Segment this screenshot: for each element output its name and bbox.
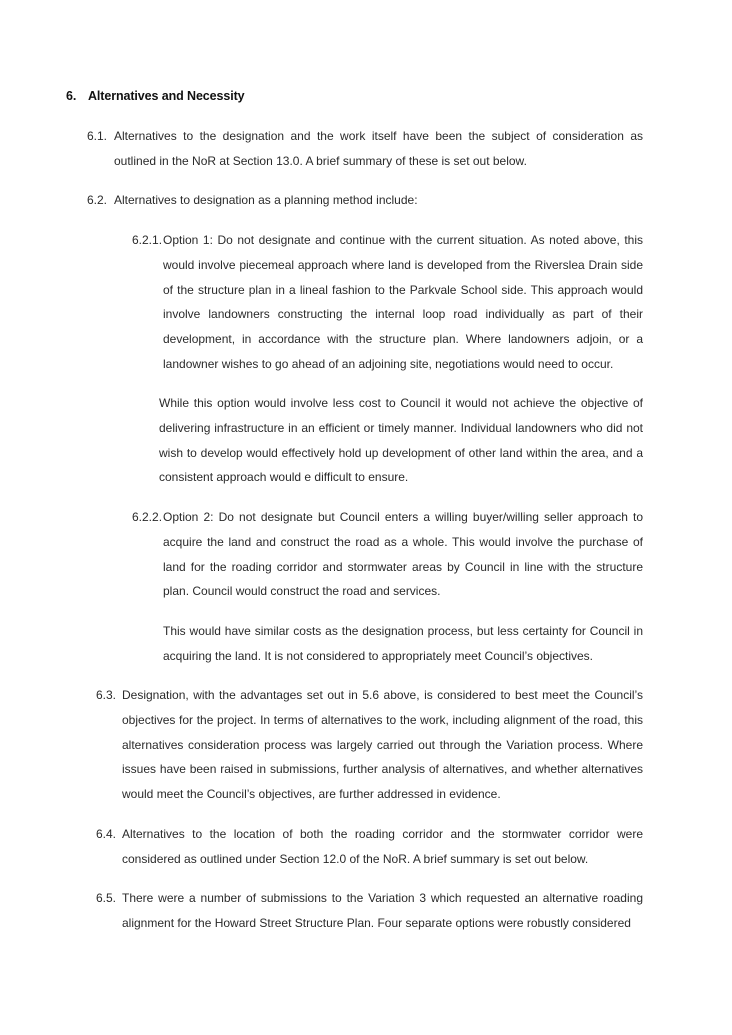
paragraph-text: Alternatives to designation as a planning method include: xyxy=(114,193,418,207)
paragraph-6-2-2-continuation xyxy=(163,619,643,669)
paragraph-number: 6.2.1. xyxy=(132,233,163,247)
paragraph-text: There were a number of submissions to the Variation 3 which requested an alternative roading alignment for the Howard Street Structure Plan. Four separate options were robustly considered xyxy=(122,891,643,930)
paragraph-number: 6.5. xyxy=(96,891,117,905)
paragraph-number: 6.4. xyxy=(96,827,117,841)
paragraph-6-2 xyxy=(87,188,643,213)
paragraph-text: This would have similar costs as the designation process, but less certainty for Council in acquiring the land. It is not considered to appropriately meet Council’s objectives. xyxy=(163,624,643,663)
paragraph-text: Option 2: Do not designate but Council enters a willing buyer/willing seller approach to acquire the land and construct the road as a whole. This would involve the purchase of land for the roading corridor and stormwater areas by Council in line with the structure plan. Council would construct the road and services. xyxy=(163,510,643,599)
paragraph-6-5 xyxy=(96,886,643,936)
paragraph-6-2-1 xyxy=(132,228,643,377)
section-heading xyxy=(66,89,245,103)
section-number: 6. xyxy=(66,89,77,103)
paragraph-text: Alternatives to the designation and the work itself have been the subject of consideration as outlined in the NoR at Section 13.0. A brief summary of these is set out below. xyxy=(114,129,643,168)
paragraph-text: Option 1: Do not designate and continue with the current situation. As noted above, this would involve piecemeal approach where land is developed from the Riverslea Drain side of the structure plan in a lineal fashion to the Parkvale School side. This approach would involve landowners constructing the internal loop road individually as part of their development, in accordance with the structure plan. Where landowners adjoin, or a landowner wishes to go ahead of an adjoining site, negotiations would need to occur. xyxy=(163,233,643,371)
paragraph-6-2-1-continuation xyxy=(159,391,643,490)
section-title: Alternatives and Necessity xyxy=(88,89,245,103)
paragraph-text: Designation, with the advantages set out in 5.6 above, is considered to best meet the Council’s objectives for the project. In terms of alternatives to the work, including alignment of the road, this alternatives consideration process was largely carried out through the Variation process. Where issues have been raised in submissions, further analysis of alternatives, and whether alternatives would meet the Council’s objectives, are further addressed in evidence. xyxy=(122,688,643,802)
paragraph-6-3 xyxy=(96,683,643,807)
paragraph-number: 6.3. xyxy=(96,688,117,702)
paragraph-number: 6.2.2. xyxy=(132,510,163,524)
paragraph-6-4 xyxy=(96,822,643,872)
paragraph-number: 6.2. xyxy=(87,193,108,207)
paragraph-6-1 xyxy=(87,124,643,174)
paragraph-text: Alternatives to the location of both the roading corridor and the stormwater corridor were considered as outlined under Section 12.0 of the NoR. A brief summary is set out below. xyxy=(122,827,643,866)
paragraph-number: 6.1. xyxy=(87,129,108,143)
paragraph-6-2-2 xyxy=(132,505,643,604)
paragraph-text: While this option would involve less cost to Council it would not achieve the objective of delivering infrastructure in an efficient or timely manner. Individual landowners who did not wish to develop would effectively hold up development of other land within the area, and a consistent approach would e difficult to ensure. xyxy=(159,396,643,485)
